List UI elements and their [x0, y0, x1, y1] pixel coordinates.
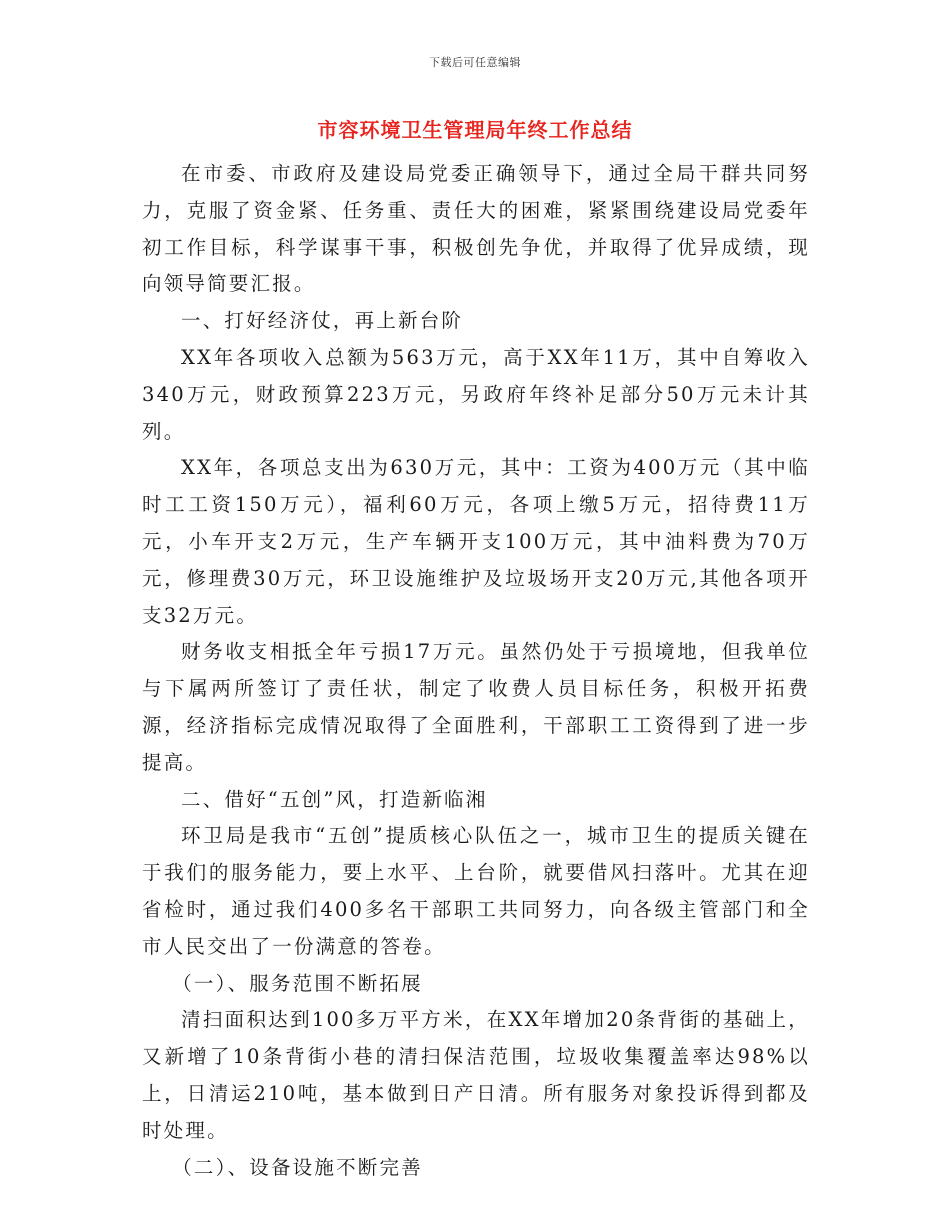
document-body — [142, 156, 810, 1186]
service-scope-paragraph: 清扫面积达到100多万平方米，在XX年增加20条背街的基础上，又新增了10条背街小巷的清扫保洁范围，垃圾收集覆盖率达98%以上，日清运210吨，基本做到日产日清。所有服务对象投诉得到都及时处理。 — [142, 1008, 810, 1142]
subsection-heading-2: （二）、设备设施不断完善 — [172, 1155, 423, 1179]
intro-paragraph: 在市委、市政府及建设局党委正确领导下，通过全局干群共同努力，克服了资金紧、任务重、责任大的困难，紧紧围绕建设局党委年初工作目标，科学谋事干事，积极创先争优，并取得了优异成绩，现向领导简要汇报。 — [142, 162, 810, 296]
subsection-heading-1: （一）、服务范围不断拓展 — [172, 971, 423, 995]
section-heading-2: 二、借好“五创”风，打造新临湘 — [181, 787, 488, 811]
income-paragraph: XX年各项收入总额为563万元，高于XX年11万，其中自筹收入340万元，财政预算223万元，另政府年终补足部分50万元未计其列。 — [142, 345, 810, 443]
wuchuang-paragraph: 环卫局是我市“五创”提质核心队伍之一，城市卫生的提质关键在于我们的服务能力，要上水平、上台阶，就要借风扫落叶。尤其在迎省检时，通过我们400多名干部职工共同努力，向各级主管部门和全市人民交出了一份满意的答卷。 — [142, 824, 810, 958]
expense-paragraph: XX年，各项总支出为630万元，其中：工资为400万元（其中临时工工资150万元），福利60万元，各项上缴5万元，招待费11万元，小车开支2万元，生产车辆开支100万元，其中油料费为70万元，修理费30万元，环卫设施维护及垃圾场开支20万元,其他各项开支32万元。 — [142, 456, 810, 627]
section-heading-1: 一、打好经济仗，再上新台阶 — [181, 309, 464, 333]
balance-paragraph: 财务收支相抵全年亏损17万元。虽然仍处于亏损境地，但我单位与下属两所签订了责任状，制定了收费人员目标任务，积极开拓费源，经济指标完成情况取得了全面胜利，干部职工工资得到了进一步提高。 — [142, 640, 810, 774]
document-title: 市容环境卫生管理局年终工作总结 — [317, 118, 633, 142]
header-note: 下载后可任意编辑 — [429, 56, 521, 69]
